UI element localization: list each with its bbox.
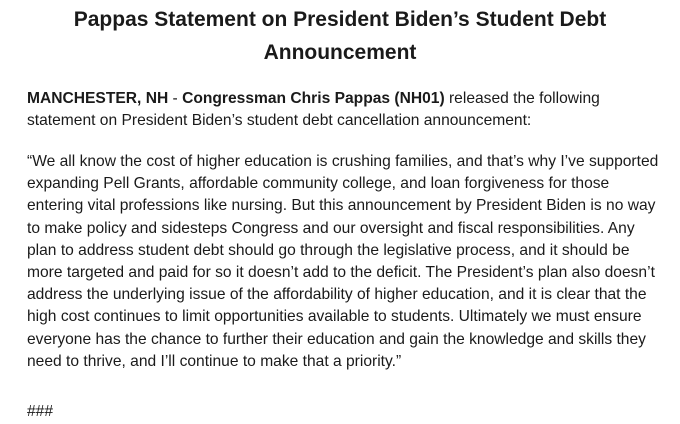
- dateline: MANCHESTER, NH: [27, 90, 169, 107]
- lede-text: released the following statement on President Biden’s student debt cancellation announcement:: [27, 90, 600, 130]
- end-mark: ###: [27, 403, 54, 420]
- statement-quote: “We all know the cost of higher education is crushing families, and that’s why I’ve supported expanding Pell Grants, affordable community college, and loan forgiveness for those entering vital professions like nursing. But this announcement by President Biden is no way to make policy and sidesteps Congress and our oversight and fiscal responsibilities. Any plan to address student debt should go through the legislative process, and it should be more targeted and paid for so it doesn’t add to the deficit. The President’s plan also doesn’t address the underlying issue of the affordability of higher education, and it is clear that the high cost continues to limit opportunities available to students. Ultimately we must ensure everyone has the chance to further their education and gain the knowledge and skills they need to thrive, and I’ll continue to make that a priority.”: [27, 153, 659, 370]
- page-title: Pappas Statement on President Biden’s Student Debt Announcement: [73, 8, 607, 64]
- speaker-name: Congressman Chris Pappas (NH01): [182, 90, 445, 107]
- lede-paragraph: [27, 88, 663, 132]
- dateline-separator: -: [168, 90, 183, 107]
